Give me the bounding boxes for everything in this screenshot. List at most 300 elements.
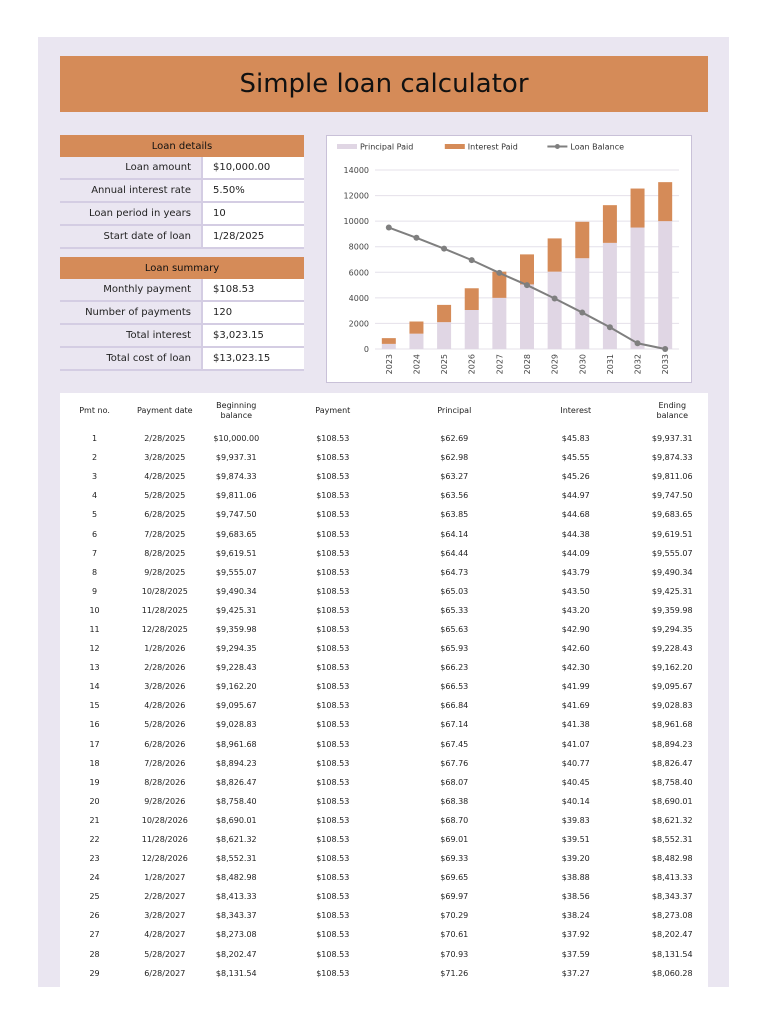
cell-principal: $69.01 <box>440 835 469 845</box>
table-row <box>60 849 708 868</box>
start-date-label: Start date of loan <box>60 226 203 247</box>
cell-payment-date: 7/28/2025 <box>144 529 186 539</box>
loan-balance-point <box>579 310 585 316</box>
cell-payment-date: 1/28/2027 <box>144 873 186 883</box>
cell-interest: $45.55 <box>561 453 590 463</box>
cell-payment-date: 2/28/2025 <box>144 434 186 444</box>
cell-payment-date: 5/28/2026 <box>144 720 186 730</box>
cell-ending-balance: $9,162.20 <box>651 663 693 673</box>
cell-payment-date: 9/28/2026 <box>144 796 186 806</box>
bar-principal-paid <box>548 272 562 349</box>
schedule-body <box>60 429 708 983</box>
cell-principal: $65.03 <box>440 586 469 596</box>
bar-principal-paid <box>631 228 645 349</box>
cell-principal: $69.97 <box>440 892 469 902</box>
total-interest-value: $3,023.15 <box>203 325 304 346</box>
cell-ending-balance: $8,060.28 <box>651 968 693 978</box>
cell-beginning-balance: $8,826.47 <box>215 777 257 787</box>
table-row <box>60 505 708 524</box>
title-banner <box>60 56 708 112</box>
x-tick-label: 2029 <box>550 354 560 375</box>
x-tick-label: 2030 <box>578 354 588 375</box>
cell-payment-date: 10/28/2025 <box>141 586 188 596</box>
cell-payment: $108.53 <box>316 644 350 654</box>
cell-payment: $108.53 <box>316 720 350 730</box>
cell-principal: $70.93 <box>440 949 469 959</box>
cell-pmt-no: 24 <box>89 873 100 883</box>
cell-payment: $108.53 <box>316 758 350 768</box>
cell-principal: $63.85 <box>440 510 469 520</box>
cell-principal: $67.45 <box>440 739 469 749</box>
loan-details-header: Loan details <box>60 135 304 157</box>
y-tick-label: 14000 <box>343 166 369 175</box>
cell-beginning-balance: $9,747.50 <box>215 510 257 520</box>
y-tick-label: 12000 <box>343 191 369 201</box>
table-row <box>60 563 708 582</box>
cell-principal: $70.61 <box>440 930 469 940</box>
column-header-pmt-no: Pmt no. <box>79 406 110 415</box>
x-tick-label: 2033 <box>661 354 671 375</box>
bar-principal-paid <box>492 298 506 349</box>
cell-payment-date: 8/28/2025 <box>144 548 186 558</box>
x-tick-label: 2026 <box>467 354 477 375</box>
table-row <box>60 639 708 658</box>
cell-ending-balance: $8,343.37 <box>651 892 693 902</box>
cell-principal: $66.23 <box>440 663 469 673</box>
monthly-payment-row <box>60 279 304 302</box>
cell-pmt-no: 13 <box>89 663 100 673</box>
interest-rate-input[interactable]: 5.50% <box>203 180 304 201</box>
cell-interest: $38.88 <box>561 873 590 883</box>
cell-interest: $44.68 <box>561 510 590 520</box>
y-tick-label: 4000 <box>348 293 369 303</box>
cell-payment: $108.53 <box>316 510 350 520</box>
x-tick-label: 2028 <box>523 354 532 375</box>
x-tick-label: 2024 <box>412 354 422 375</box>
cell-interest: $44.38 <box>561 529 590 539</box>
cell-principal: $69.65 <box>440 873 469 883</box>
cell-payment: $108.53 <box>316 529 350 539</box>
cell-beginning-balance: $9,490.34 <box>215 586 257 596</box>
cell-ending-balance: $9,555.07 <box>651 548 693 558</box>
x-tick-label: 2027 <box>495 354 505 375</box>
loan-balance-point <box>469 257 475 263</box>
cell-payment-date: 3/28/2027 <box>144 911 186 921</box>
table-row <box>60 887 708 906</box>
cell-interest: $45.26 <box>561 472 590 482</box>
table-row <box>60 945 708 964</box>
cell-ending-balance: $9,619.51 <box>651 529 693 539</box>
table-row <box>60 582 708 601</box>
cell-interest: $40.14 <box>561 796 590 806</box>
cell-payment: $108.53 <box>316 968 350 978</box>
bar-principal-paid <box>437 322 451 349</box>
cell-payment: $108.53 <box>316 701 350 711</box>
loan-chart[interactable] <box>326 135 692 383</box>
cell-ending-balance: $9,747.50 <box>651 491 693 501</box>
loan-balance-point <box>552 295 558 301</box>
cell-payment-date: 4/28/2025 <box>144 472 186 482</box>
bar-principal-paid <box>603 243 617 349</box>
total-cost-value: $13,023.15 <box>203 348 304 369</box>
cell-pmt-no: 10 <box>89 605 100 615</box>
cell-payment: $108.53 <box>316 892 350 902</box>
cell-ending-balance: $8,482.98 <box>651 854 693 864</box>
cell-payment-date: 3/28/2025 <box>144 453 186 463</box>
loan-period-label: Loan period in years <box>60 203 203 224</box>
cell-payment: $108.53 <box>316 739 350 749</box>
cell-beginning-balance: $8,758.40 <box>215 796 257 806</box>
number-of-payments-label: Number of payments <box>60 302 203 323</box>
bar-interest-paid <box>603 205 617 243</box>
x-tick-label: 2023 <box>384 354 394 375</box>
table-row <box>60 811 708 830</box>
cell-principal: $70.29 <box>440 911 469 921</box>
cell-ending-balance: $9,425.31 <box>651 586 693 596</box>
y-tick-label: 0 <box>363 345 369 354</box>
cell-beginning-balance: $8,202.47 <box>215 949 257 959</box>
cell-pmt-no: 5 <box>91 510 98 520</box>
loan-balance-point <box>524 282 530 288</box>
total-cost-label: Total cost of loan <box>60 348 203 369</box>
cell-payment-date: 1/28/2026 <box>144 644 186 654</box>
cell-principal: $63.56 <box>440 491 469 501</box>
loan-balance-point <box>413 235 419 241</box>
loan-balance-point <box>607 324 613 330</box>
bar-interest-paid <box>409 322 423 334</box>
monthly-payment-value: $108.53 <box>203 279 304 300</box>
cell-interest: $40.77 <box>561 758 590 768</box>
table-row <box>60 620 708 639</box>
cell-payment-date: 12/28/2025 <box>141 624 188 634</box>
cell-beginning-balance: $8,273.08 <box>215 930 257 940</box>
loan-amount-row <box>60 157 304 180</box>
cell-interest: $41.38 <box>561 720 590 730</box>
cell-payment-date: 2/28/2026 <box>144 663 186 673</box>
bar-principal-paid <box>382 344 396 349</box>
column-header-interest: Interest <box>560 406 592 415</box>
cell-payment: $108.53 <box>316 472 350 482</box>
cell-beginning-balance: $9,619.51 <box>215 548 257 558</box>
cell-pmt-no: 15 <box>89 701 100 711</box>
bar-principal-paid <box>465 310 479 349</box>
interest-rate-row <box>60 180 304 203</box>
cell-beginning-balance: $8,131.54 <box>215 968 257 978</box>
cell-principal: $62.69 <box>440 434 469 444</box>
cell-interest: $39.20 <box>561 854 590 864</box>
loan-summary-table <box>60 257 304 371</box>
legend-label: Interest Paid <box>467 142 518 152</box>
cell-payment-date: 10/28/2026 <box>141 815 188 825</box>
cell-pmt-no: 3 <box>91 472 98 482</box>
cell-ending-balance: $9,294.35 <box>651 624 693 634</box>
cell-payment: $108.53 <box>316 624 350 634</box>
cell-beginning-balance: $8,482.98 <box>215 873 257 883</box>
bar-interest-paid <box>520 254 534 284</box>
cell-pmt-no: 2 <box>91 453 98 463</box>
y-tick-label: 6000 <box>348 268 369 278</box>
y-tick-label: 10000 <box>343 217 369 227</box>
bar-interest-paid <box>548 238 562 271</box>
cell-payment: $108.53 <box>316 491 350 501</box>
cell-pmt-no: 12 <box>89 644 100 654</box>
loan-balance-point <box>386 225 392 231</box>
table-row <box>60 735 708 754</box>
cell-principal: $69.33 <box>440 854 469 864</box>
cell-payment: $108.53 <box>316 949 350 959</box>
cell-payment: $108.53 <box>316 835 350 845</box>
column-header-principal: Principal <box>437 406 472 415</box>
cell-ending-balance: $9,095.67 <box>651 682 693 692</box>
cell-interest: $39.83 <box>561 815 590 825</box>
cell-interest: $37.92 <box>561 930 590 940</box>
bar-interest-paid <box>437 305 451 322</box>
cell-beginning-balance: $8,894.23 <box>215 758 257 768</box>
cell-beginning-balance: $9,937.31 <box>215 453 257 463</box>
cell-payment-date: 3/28/2026 <box>144 682 186 692</box>
cell-interest: $41.69 <box>561 701 590 711</box>
column-header-beginning-balance: Beginning balance <box>216 401 257 420</box>
table-row <box>60 830 708 849</box>
cell-interest: $37.59 <box>561 949 590 959</box>
bar-principal-paid <box>575 258 589 349</box>
cell-beginning-balance: $8,690.01 <box>215 815 257 825</box>
loan-balance-point <box>441 246 447 252</box>
bar-principal-paid <box>520 284 534 349</box>
cell-ending-balance: $8,690.01 <box>651 796 693 806</box>
cell-interest: $38.24 <box>561 911 590 921</box>
cell-pmt-no: 14 <box>89 682 100 692</box>
cell-payment-date: 6/28/2026 <box>144 739 186 749</box>
cell-principal: $65.63 <box>440 624 469 634</box>
cell-principal: $62.98 <box>440 453 469 463</box>
cell-interest: $40.45 <box>561 777 590 787</box>
table-row <box>60 906 708 925</box>
loan-period-row <box>60 203 304 226</box>
table-row <box>60 658 708 677</box>
cell-pmt-no: 19 <box>89 777 100 787</box>
x-tick-label: 2032 <box>633 354 643 375</box>
cell-beginning-balance: $8,552.31 <box>215 854 257 864</box>
bar-interest-paid <box>575 222 589 258</box>
cell-ending-balance: $9,228.43 <box>651 644 693 654</box>
cell-payment-date: 6/28/2027 <box>144 968 186 978</box>
column-header-payment: Payment <box>315 406 351 415</box>
monthly-payment-label: Monthly payment <box>60 279 203 300</box>
cell-beginning-balance: $10,000.00 <box>213 434 260 444</box>
bar-principal-paid <box>658 221 672 349</box>
cell-interest: $41.07 <box>561 739 590 749</box>
cell-payment: $108.53 <box>316 854 350 864</box>
table-row <box>60 925 708 944</box>
cell-beginning-balance: $9,555.07 <box>215 567 257 577</box>
page-title: Simple loan calculator <box>239 69 529 99</box>
cell-interest: $42.30 <box>561 663 590 673</box>
table-row <box>60 754 708 773</box>
cell-principal: $71.26 <box>440 968 469 978</box>
cell-beginning-balance: $8,413.33 <box>215 892 257 902</box>
cell-ending-balance: $8,961.68 <box>651 720 693 730</box>
table-row <box>60 448 708 467</box>
table-row <box>60 696 708 715</box>
legend-swatch-interest-paid <box>445 144 465 149</box>
legend-swatch-principal-paid <box>337 144 357 149</box>
y-tick-label: 2000 <box>348 319 369 329</box>
y-tick-label: 8000 <box>348 242 369 252</box>
table-row <box>60 715 708 734</box>
cell-pmt-no: 7 <box>91 548 98 558</box>
cell-payment: $108.53 <box>316 586 350 596</box>
cell-payment: $108.53 <box>316 815 350 825</box>
table-row <box>60 486 708 505</box>
cell-ending-balance: $9,874.33 <box>651 453 693 463</box>
interest-rate-label: Annual interest rate <box>60 180 203 201</box>
cell-payment-date: 7/28/2026 <box>144 758 186 768</box>
cell-principal: $64.73 <box>440 567 469 577</box>
cell-payment: $108.53 <box>316 777 350 787</box>
cell-beginning-balance: $9,162.20 <box>215 682 257 692</box>
cell-ending-balance: $9,683.65 <box>651 510 693 520</box>
table-row <box>60 677 708 696</box>
cell-beginning-balance: $9,095.67 <box>215 701 257 711</box>
table-row <box>60 792 708 811</box>
cell-interest: $42.60 <box>561 644 590 654</box>
cell-beginning-balance: $9,425.31 <box>215 605 257 615</box>
cell-ending-balance: $8,273.08 <box>651 911 693 921</box>
cell-payment: $108.53 <box>316 930 350 940</box>
cell-payment: $108.53 <box>316 548 350 558</box>
table-row <box>60 964 708 983</box>
bar-interest-paid <box>465 288 479 310</box>
cell-ending-balance: $9,359.98 <box>651 605 693 615</box>
amortization-schedule <box>60 393 708 987</box>
cell-principal: $68.07 <box>440 777 469 787</box>
table-row <box>60 868 708 887</box>
cell-payment-date: 9/28/2025 <box>144 567 186 577</box>
loan-balance-point <box>496 270 502 276</box>
cell-payment-date: 8/28/2026 <box>144 777 186 787</box>
cell-beginning-balance: $9,359.98 <box>215 624 257 634</box>
table-row <box>60 524 708 543</box>
cell-pmt-no: 8 <box>91 567 98 577</box>
loan-details-table <box>60 135 304 249</box>
cell-principal: $64.14 <box>440 529 469 539</box>
cell-payment: $108.53 <box>316 434 350 444</box>
cell-principal: $68.70 <box>440 815 469 825</box>
cell-pmt-no: 22 <box>89 835 100 845</box>
cell-pmt-no: 23 <box>89 854 100 864</box>
cell-interest: $39.51 <box>561 835 590 845</box>
column-header-ending-balance: Ending balance <box>656 401 688 420</box>
loan-amount-label: Loan amount <box>60 157 203 178</box>
cell-principal: $66.84 <box>440 701 469 711</box>
cell-pmt-no: 29 <box>89 968 100 978</box>
bar-interest-paid <box>631 189 645 228</box>
cell-principal: $65.33 <box>440 605 469 615</box>
cell-pmt-no: 28 <box>89 949 100 959</box>
cell-payment-date: 4/28/2026 <box>144 701 186 711</box>
loan-amount-input[interactable]: $10,000.00 <box>203 157 304 178</box>
cell-ending-balance: $8,758.40 <box>651 777 693 787</box>
cell-payment-date: 11/28/2025 <box>141 605 188 615</box>
cell-ending-balance: $9,937.31 <box>651 434 693 444</box>
table-row <box>60 601 708 620</box>
cell-payment: $108.53 <box>316 567 350 577</box>
cell-pmt-no: 9 <box>91 586 98 596</box>
cell-payment-date: 2/28/2027 <box>144 892 186 902</box>
legend-label: Loan Balance <box>570 142 625 152</box>
cell-pmt-no: 21 <box>89 815 100 825</box>
cell-payment-date: 6/28/2025 <box>144 510 186 520</box>
cell-payment-date: 4/28/2027 <box>144 930 186 940</box>
bar-interest-paid <box>382 338 396 344</box>
table-row <box>60 429 708 448</box>
cell-ending-balance: $9,490.34 <box>651 567 693 577</box>
cell-ending-balance: $8,894.23 <box>651 739 693 749</box>
loan-period-input[interactable]: 10 <box>203 203 304 224</box>
column-header-payment-date: Payment date <box>137 406 193 415</box>
cell-interest: $44.97 <box>561 491 590 501</box>
cell-pmt-no: 11 <box>89 624 100 634</box>
cell-payment: $108.53 <box>316 873 350 883</box>
cell-ending-balance: $8,826.47 <box>651 758 693 768</box>
cell-principal: $63.27 <box>440 472 469 482</box>
cell-pmt-no: 26 <box>89 911 100 921</box>
cell-interest: $43.20 <box>561 605 590 615</box>
bar-principal-paid <box>409 334 423 349</box>
cell-payment-date: 5/28/2027 <box>144 949 186 959</box>
cell-ending-balance: $8,552.31 <box>651 835 693 845</box>
cell-pmt-no: 4 <box>91 491 98 501</box>
cell-interest: $43.50 <box>561 586 590 596</box>
cell-beginning-balance: $9,811.06 <box>215 491 257 501</box>
cell-ending-balance: $8,202.47 <box>651 930 693 940</box>
cell-interest: $45.83 <box>561 434 590 444</box>
cell-beginning-balance: $9,228.43 <box>215 663 257 673</box>
start-date-row <box>60 226 304 249</box>
table-row <box>60 544 708 563</box>
cell-payment-date: 12/28/2026 <box>141 854 188 864</box>
cell-payment-date: 5/28/2025 <box>144 491 186 501</box>
start-date-input[interactable]: 1/28/2025 <box>203 226 304 247</box>
x-tick-label: 2025 <box>440 354 450 375</box>
x-tick-label: 2031 <box>605 354 615 375</box>
cell-pmt-no: 20 <box>89 796 100 806</box>
cell-interest: $42.90 <box>561 624 590 634</box>
cell-beginning-balance: $9,294.35 <box>215 644 257 654</box>
cell-principal: $68.38 <box>440 796 469 806</box>
cell-interest: $38.56 <box>561 892 590 902</box>
cell-pmt-no: 25 <box>89 892 100 902</box>
cell-payment: $108.53 <box>316 605 350 615</box>
cell-ending-balance: $8,621.32 <box>651 815 693 825</box>
cell-ending-balance: $9,028.83 <box>651 701 693 711</box>
table-row <box>60 467 708 486</box>
cell-pmt-no: 16 <box>89 720 100 730</box>
loan-summary-header: Loan summary <box>60 257 304 279</box>
cell-payment: $108.53 <box>316 911 350 921</box>
cell-payment-date: 11/28/2026 <box>141 835 188 845</box>
legend-marker-loan-balance <box>555 144 560 149</box>
legend-label: Principal Paid <box>360 142 414 152</box>
cell-principal: $66.53 <box>440 682 469 692</box>
bar-interest-paid <box>658 182 672 221</box>
cell-payment: $108.53 <box>316 453 350 463</box>
schedule-header-row <box>60 393 708 429</box>
loan-balance-point <box>662 346 668 352</box>
cell-beginning-balance: $8,961.68 <box>215 739 257 749</box>
cell-principal: $67.76 <box>440 758 469 768</box>
